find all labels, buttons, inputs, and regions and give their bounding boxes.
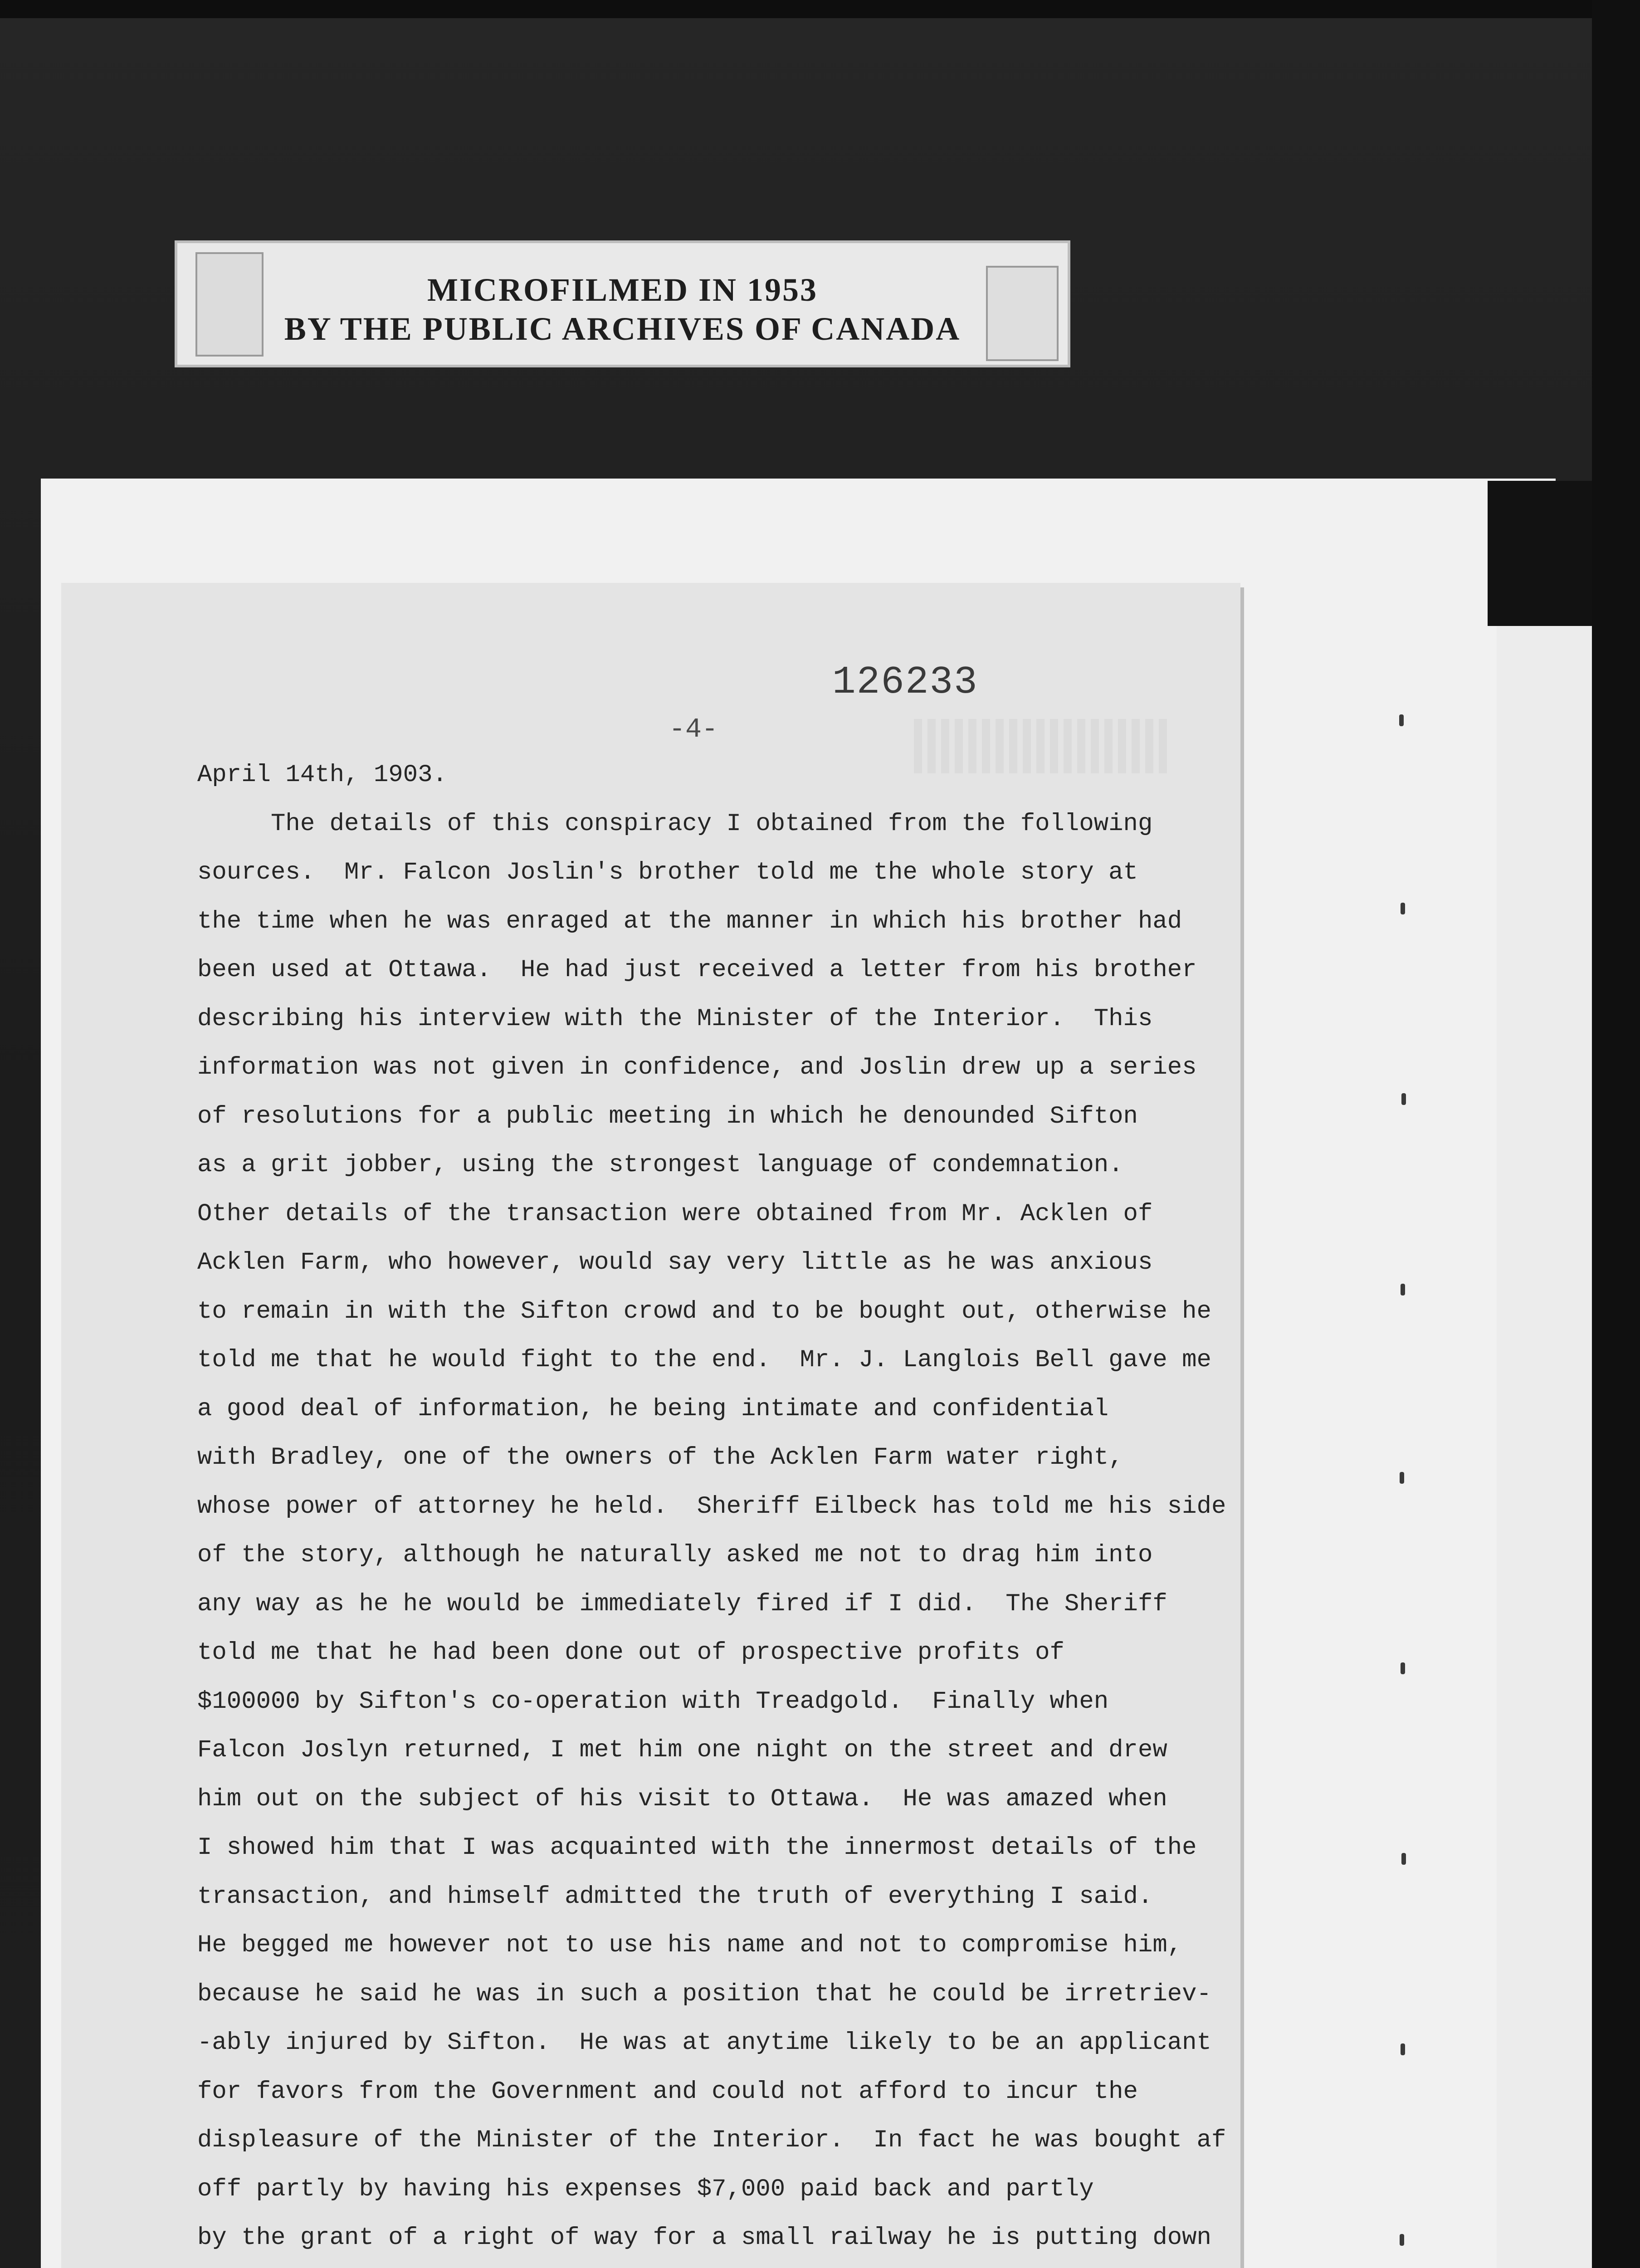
film-speck [1401,2043,1405,2055]
film-speck [1400,2234,1404,2246]
body-line: He begged me however not to use his name and not to compromise him, [197,1931,1182,1959]
body-line [197,2263,1213,2268]
body-line: as a grit jobber, using the strongest language of condemnation. [197,1151,1123,1179]
body-line: of the story, although he naturally asked me not to drag him into [197,1541,1153,1569]
body-line: with Bradley, one of the owners of the Acklen Farm water right, [197,1444,1123,1471]
film-speck [1401,1853,1406,1865]
body-line: any way as he he would be immediately fired if I did. The Sheriff [197,1590,1167,1618]
film-speck [1401,903,1405,914]
film-speck [1401,1093,1406,1105]
body-line: I showed him that I was acquainted with the innermost details of the [197,1834,1197,1862]
mount-right-strip [1497,626,1592,2268]
body-line: told me that he would fight to the end. Mr. J. Langlois Bell gave me [197,1346,1211,1374]
body-line: told me that he had been done out of prospective profits of [197,1639,1064,1667]
body-line: April 14th, 1903. [197,761,447,789]
body-line: Acklen Farm, who however, would say very little as he was anxious [197,1249,1153,1276]
body-line: information was not given in confidence, and Joslin drew up a series [197,1054,1197,1081]
film-top-edge [0,0,1640,18]
body-line: The details of this conspiracy I obtained from the following [197,810,1153,838]
microfilm-header-plate [175,240,1070,367]
microfilm-header-text [177,270,1068,348]
body-line: him out on the subject of his visit to Ottawa. He was amazed when [197,1785,1167,1813]
body-line: sources. Mr. Falcon Joslin's brother told me the whole story at [197,859,1138,886]
body-line: describing his interview with the Minister of the Interior. This [197,1005,1153,1033]
page-number-mark: -4- [669,714,718,745]
body-line: the time when he was enraged at the manner in which his brother had [197,907,1182,935]
body-line: a good deal of information, he being intimate and confidential [197,1395,1109,1423]
film-speck [1401,1662,1405,1674]
body-line: off partly by having his expenses $7,000 paid back and partly [197,2175,1094,2203]
body-line: of resolutions for a public meeting in which he denounded Sifton [197,1102,1138,1130]
film-speck [1399,714,1404,726]
film-right-edge [1592,0,1640,2268]
header-line-2: BY THE PUBLIC ARCHIVES OF CANADA [284,311,961,347]
film-speck [1401,1284,1405,1295]
body-line: because he said he was in such a position that he could be irretriev- [197,1980,1211,2008]
document-number: 126233 [832,660,978,704]
typed-letter-body [197,751,1226,2268]
body-line: Other details of the transaction were obtained from Mr. Acklen of [197,1200,1153,1228]
body-line: displeasure of the Minister of the Interior. In fact he was bought af [197,2126,1226,2154]
body-line: whose power of attorney he held. Sheriff Eilbeck has told me his side [197,1492,1226,1520]
typed-page [61,583,1240,2268]
body-line: been used at Ottawa. He had just received a letter from his brother [197,956,1197,984]
film-speck [1400,1472,1404,1484]
body-line: Falcon Joslyn returned, I met him one night on the street and drew [197,1736,1167,1764]
body-line: $100000 by Sifton's co-operation with Treadgold. Finally when [197,1687,1109,1716]
mount-corner-shadow [1488,481,1592,626]
body-line: by the grant of a right of way for a small railway he is putting down [197,2224,1211,2252]
body-line: for favors from the Government and could not afford to incur the [197,2077,1138,2106]
body-line: transaction, and himself admitted the truth of everything I said. [197,1882,1153,1911]
header-line-1: MICROFILMED IN 1953 [427,272,818,308]
body-line: -ably injured by Sifton. He was at anytime likely to be an applicant [197,2029,1211,2057]
body-line: to remain in with the Sifton crowd and to be bought out, otherwise he [197,1297,1211,1325]
